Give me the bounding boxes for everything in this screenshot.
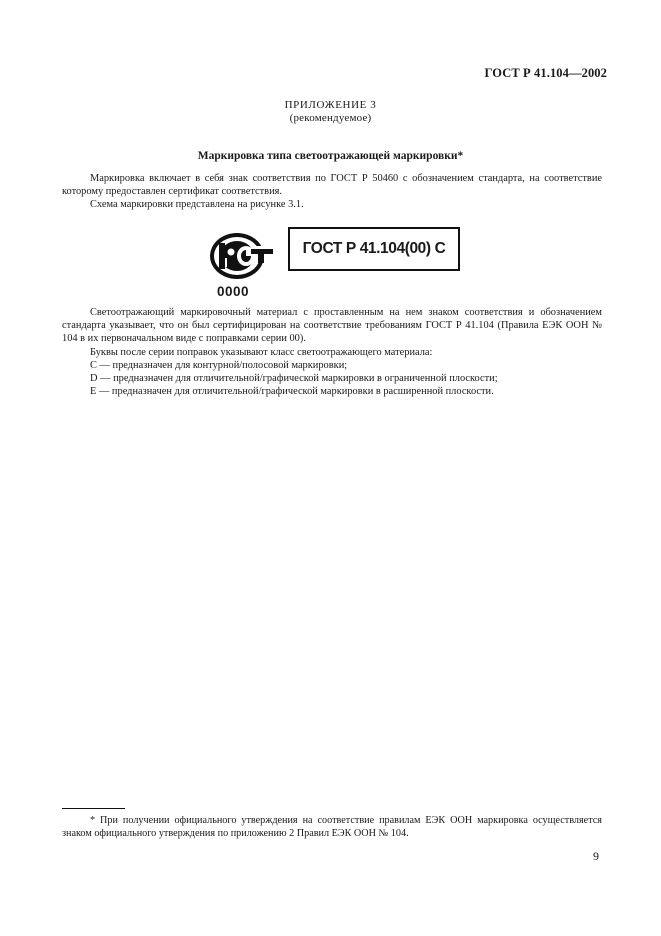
intro-paragraph: Маркировка включает в себя знак соответствия по ГОСТ Р 50460 с обозначением стандарта, на соответствие которому предоставлен сертификат соответствия. <box>62 173 602 198</box>
body-text <box>62 306 602 398</box>
appendix-heading <box>0 99 661 125</box>
page-number: 9 <box>593 849 599 863</box>
marking-label-text: ГОСТ Р 41.104(00) С <box>302 240 446 257</box>
marking-label-box <box>288 227 460 271</box>
intro-text <box>62 172 602 212</box>
class-list-item-e: E — предназначен для отличительной/графической маркировки в расширенной плоскости. <box>90 386 494 398</box>
body-paragraph: Светоотражающий маркировочный материал с проставленным на нем знаком соответствия и обозначением стандарта указывает, что он был сертифицирован на соответствие требованиям ГОСТ Р 41.104 (Правила ЕЭК ООН № 104 в их первоначальном виде с поправками серии 00). <box>62 307 602 345</box>
certification-body-number: 0000 <box>217 284 250 299</box>
document-number-header: ГОСТ Р 41.104—2002 <box>484 66 607 80</box>
intro-paragraph: Схема маркировки представлена на рисунке 3.1. <box>90 199 304 211</box>
class-list-item-d: D — предназначен для отличительной/графической маркировки в ограниченной плоскости; <box>90 373 498 385</box>
conformity-mark-logo-icon <box>209 232 273 280</box>
body-paragraph: Буквы после серии поправок указывают класс светоотражающего материала: <box>90 346 433 358</box>
appendix-status: (рекомендуемое) <box>289 112 372 124</box>
appendix-label: ПРИЛОЖЕНИЕ 3 <box>284 99 377 111</box>
class-list-item-c: С — предназначен для контурной/полосовой маркировки; <box>90 359 348 371</box>
footnote <box>62 815 602 840</box>
footnote-divider <box>62 808 125 809</box>
footnote-text: * При получении официального утверждения на соответствие правилам ЕЭК ООН маркировка осуществляется знаком официального утверждения по приложению 2 Правил ЕЭК ООН № 104. <box>62 815 602 839</box>
section-title: Маркировка типа светоотражающей маркировки* <box>197 150 464 162</box>
